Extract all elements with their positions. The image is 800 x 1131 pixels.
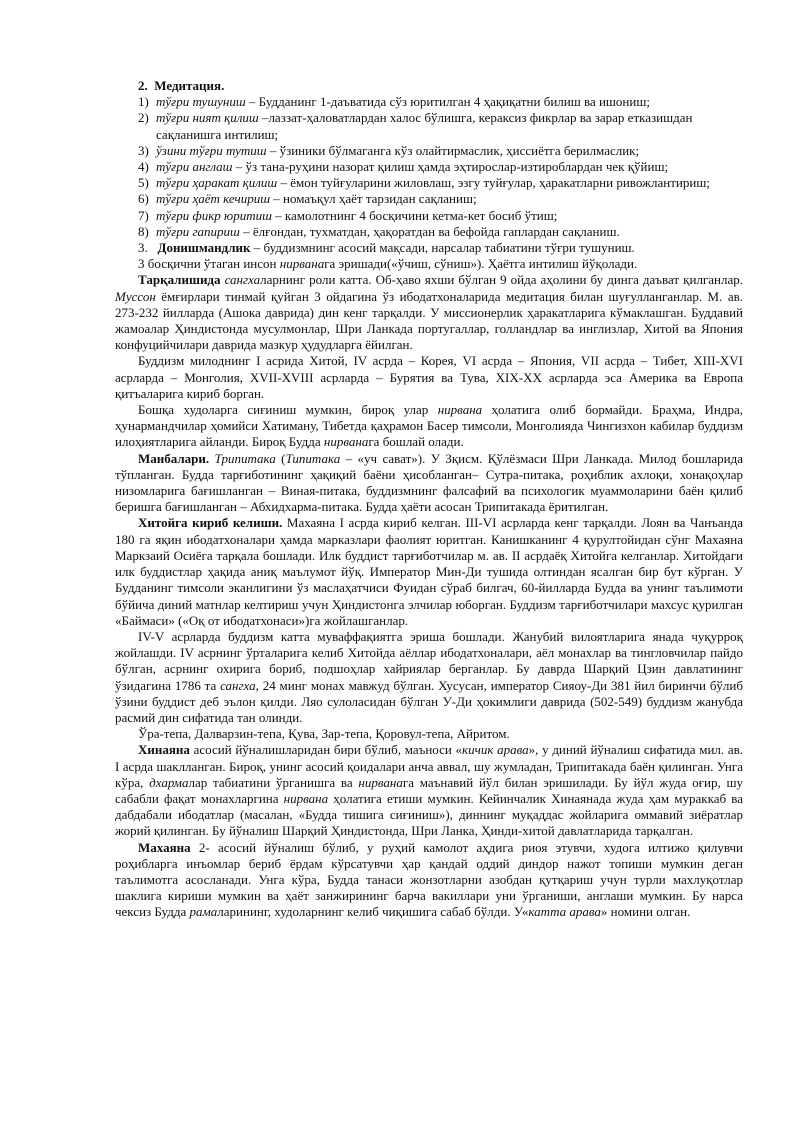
text-run: га эришади(«ўчиш, сўниш»). Ҳаётга интилиш йўқолади.	[324, 256, 638, 272]
paragraph-donishmandlik	[115, 240, 743, 256]
text-run: ларнинг роли катта. Об-ҳаво яхши бўлган 9 ойда аҳолини бу динга даъват қилганлар.	[260, 272, 743, 288]
text-run: – «уч сават»). У Зқисм. Қўлёзмаси Шри Ланкада. Милод бошларида тўпланган. Будда тарғиботининг ҳақиқий баёни ҳисобланган– Сутра-питака, роҳиблик ахлоқи, хонақоҳлар низомларига бағишланган – Виная-питака, буддизмнинг фалсафий ва психологик муаммоларини баён қилиб беришга бағишланган – Абхидхарма-питака. Будда ҳаёти асосан Трипитакада ёритилган.	[115, 450, 743, 515]
list-text: – ўз тана-руҳини назорат қилиш ҳамда эҳтирослар-изтироблардан чек қўйиш;	[232, 159, 669, 175]
text-run: асосий йўналишларидан бири бўлиб, маъноси «	[189, 742, 463, 758]
list-item	[115, 143, 743, 159]
italic-term: катта арава	[528, 904, 601, 920]
paragraph-boshqa	[115, 402, 743, 451]
section-heading	[115, 78, 743, 94]
list-term: тўғри ният қилиш	[156, 110, 259, 126]
list-number: 3)	[138, 142, 149, 158]
section-number: 2.	[138, 78, 148, 93]
list-number: 8)	[138, 223, 149, 239]
paragraph-sites: Ўра-тепа, Далварзин-тепа, Қува, Зар-тепа, Қоровул-тепа, Айритом.	[138, 726, 510, 742]
italic-term: нирвана	[437, 402, 483, 418]
text-run: 3 босқични ўтаган инсон	[138, 256, 280, 272]
italic-term: кичик арава	[462, 742, 529, 758]
italic-term: нирвана	[283, 790, 329, 806]
list-term: тўғри англаш	[156, 159, 233, 175]
italic-term: рама	[189, 904, 218, 920]
paragraph-xitoy	[115, 515, 743, 628]
paragraph-text: – буддизмнинг асосий мақсади, нарсалар табиатини тўғри тушуниш.	[250, 240, 635, 256]
list-number: 5)	[138, 175, 149, 191]
list-item	[115, 208, 743, 224]
text-run: ҳолатига олиб бормайди. Браҳма, Индра, ҳунармандчилар ҳомийси Хатиману, Тибетда қаҳрамон Басер тимсоли, Монголияда Чингизхон кабилар буддизм илоҳиятларига айланди. Бироқ Будда	[115, 402, 743, 450]
list-text: – ўзиники бўлмаганга кўз олайтирмаслик, ҳиссиётга берилмаслик;	[266, 142, 640, 158]
italic-term: Трипитака	[214, 450, 276, 466]
list-item	[115, 191, 743, 207]
bold-term: Донишмандлик	[157, 240, 251, 256]
list-item	[115, 175, 743, 191]
list-text: – камолотнинг 4 босқичини кетма-кет босиб ўтиш;	[271, 207, 558, 223]
item-number: 3.	[138, 240, 148, 256]
text-run: », у диний йўналиш сифатида мил. ав. I асрда шаклланган. Бироқ, унинг асосий қоидалари анча аввал, шу жумладан, Трипитакада баён қилинган. Унга кўра,	[115, 742, 743, 790]
text-run: га бошлай олади.	[368, 434, 464, 450]
paragraph-nirvana	[115, 256, 743, 272]
list-item	[115, 224, 743, 240]
text-run: IV-V асрларда буддизм катта муваффақиятга эриша бошлади. Жанубий вилоятларига янада чуқурроқ жойлашди. IV асрнинг ўрталарига келиб Хитойда аёллар ибодатхоналари, аёл монахлар ва тингловчилар пайдо бўлган, асрнинг охирига бориб, подшоҳлар хайриялар берганлар. Бу даврда Шарқий Цзин давлатининг ўзидагина 1786 та	[115, 628, 743, 693]
italic-term: нирвана	[323, 434, 369, 450]
text-run: га маънавий йўл билан эришилади. Бу йўл жуда оғир, шу сабабли фақат монахларгина	[115, 774, 743, 806]
text-run: ёмғирлари тинмай қуйган 3 ойдагина ўз ибодатхоналарида медитация билан шуғулланганлар. М. ав. 273-232 йилларда (Ашока даврида) дин кенг тарқалди. У миссионерлик ҳаракатларига кўмаклашган. Буддавий жамоалар Ҳиндистонда мусулмонлар, Шри Ланкада португаллар, голландлар ва инглизлар, Хитой ва Япония конфуцийчилари даврида мазкур ҳудудларга ёйилган.	[115, 288, 743, 353]
bold-term: Манбалари.	[138, 450, 210, 466]
list-item	[115, 159, 743, 175]
list-text: – ёмон туйғуларини жиловлаш, эзгу туйғулар, ҳаракатларни ривожлантириш;	[277, 175, 710, 191]
text-run: » номини олган.	[600, 904, 691, 920]
italic-term: Типитака	[285, 450, 341, 466]
italic-term: сангха	[220, 677, 256, 693]
text-run: ҳолатига етиши мумкин. Кейинчалик Хинаянада жуда ҳам мураккаб ва дабдабали ибодатлар (масалан, «Будда тишига сиғиниш»), диннинг муқаддас жойларига оммавий зиёратлар жорий қилинган. Бу йўналиш Шарқий Ҳиндистонда, Шри Ланка, Ҳинди-хитой давлатларида тарқалган.	[115, 790, 743, 839]
text-run: Махаяна I асрда кириб келган. III-VI асрларда кенг тарқалди. Лоян ва Чанъанда 180 га яқин ибодатхоналари ҳамда марказлари фаолият юритган. Канишканинг 4 қурултойидан сўнг Махаяна Маркзаий Осиёга тарқала бошлади. Илк буддист тарғиботчилар м. ав. II асрдаёқ Хитойга келганлар. Хитойдаги илк буддистлар ҳақида аниқ маълумот йўқ. Император Мин-Ди тушида олтиндан ясалган бир бут кўрган. У Будданинг тимсоли эканлигини ўз маслаҳатчиси Фуидан сўраб билгач, 60-йилларда Будда ва унинг таълимоти бўйича диний матнлар келтириш учун Ҳиндистонга элчилар юборган. Буддизм тарғиботчилари махсус қурилган «Баймаси» («Оқ от ибодатхонаси»)га жойлашганлар.	[115, 515, 744, 628]
italic-term: дхарма	[149, 774, 189, 790]
list-item	[115, 94, 743, 110]
paragraph-manbalar	[115, 451, 743, 516]
list-term: тўғри ҳаракат қилиш	[156, 175, 278, 191]
paragraph-tarqalish	[115, 272, 743, 353]
paragraph-iv-v	[115, 629, 743, 726]
list-text: – ёлғондан, тухматдан, ҳақоратдан ва бефойда гаплардан сақланиш.	[239, 223, 620, 239]
list-number: 1)	[138, 94, 149, 110]
paragraph-maxayana	[115, 840, 743, 921]
list-number: 4)	[138, 159, 149, 175]
text-run: (	[275, 450, 286, 466]
text-run: Бошқа худоларга сиғиниш мумкин, бироқ улар	[138, 402, 438, 418]
paragraph-milodiy: Буддизм милоднинг I асрида Хитой, IV асрда – Корея, VI асрда – Япония, VII асрда – Тибет, XIII-XVI асрларда – Монголия, XVII-XVIII асрларда – Бурятия ва Тува, XIX-XX асрларда эса Америка ва Европа қитъаларига кириб борган.	[115, 353, 743, 401]
list-term: тўғри фикр юритиш	[156, 207, 272, 223]
text-run: 2- асосий йўналиш бўлиб, у руҳий камолот аҳдига риоя этувчи, худога илтижо қилувчи роҳибларга инъомлар бериб ёрдам кўрсатувчи ҳар қандай оддий диндор нажот топиши мумкин деган таълимотга асосланади. Унга кўра, Будда танаси жонзотларни азобдан қутқариш учун турли махлуқотлар шаклига кириши мумкин ва ҳаёт занжирининг барча вакиллари уни ўрганиши, англаши мумкин. Бу нарса чексиз Будда	[115, 839, 743, 920]
section-title: Медитация.	[154, 78, 225, 93]
bold-term: Хитойга кириб келиши.	[138, 515, 283, 531]
list-number: 6)	[138, 191, 149, 207]
list-text: –лаззат-ҳаловатлардан халос бўлишга, кераксиз фикрлар ва зарар етказишдан сақланишга интилиш;	[156, 110, 693, 142]
bold-term: Хинаяна	[138, 742, 190, 758]
italic-term: Муссон	[115, 288, 156, 304]
list-text: – Будданинг 1-даъватида сўз юритилган 4 ҳақиқатни билиш ва ишониш;	[245, 94, 650, 110]
italic-term: нирвана	[279, 256, 325, 272]
list-item	[115, 110, 743, 142]
list-number: 2)	[138, 110, 149, 126]
list-term: тўғри тушуниш	[156, 94, 246, 110]
paragraph-xinayana	[115, 742, 743, 839]
italic-term: нирвана	[358, 774, 403, 790]
text-run: ларининг, худоларнинг келиб чиқишига сабаб бўлди. У«	[217, 904, 529, 920]
list-term: тўғри гапириш	[156, 223, 240, 239]
text-run: лар табиатини ўрганишга ва	[188, 774, 359, 790]
list-text: – номаъқул ҳаёт тарзидан сақланиш;	[270, 191, 477, 207]
text-run: , 24 минг монах мавжуд бўлган. Хусусан, император Сияоу-Ди 381 йил биринчи бўлиб ўзини буддист деб эълон қилди. Ляо сулоласидан бўлган У-Ди ҳокимлиги даврида (502-549) буддизм жанубда расмий дин сифатида тан олинди.	[115, 677, 743, 725]
bold-term: Тарқалишида	[138, 272, 221, 288]
list-term: ўзини тўғри тутиш	[156, 142, 267, 158]
document-page	[115, 78, 743, 921]
list-term: тўғри ҳаёт кечириш	[156, 191, 271, 207]
bold-term: Махаяна	[138, 839, 191, 855]
list-number: 7)	[138, 207, 149, 223]
italic-term: сангха	[224, 272, 261, 288]
